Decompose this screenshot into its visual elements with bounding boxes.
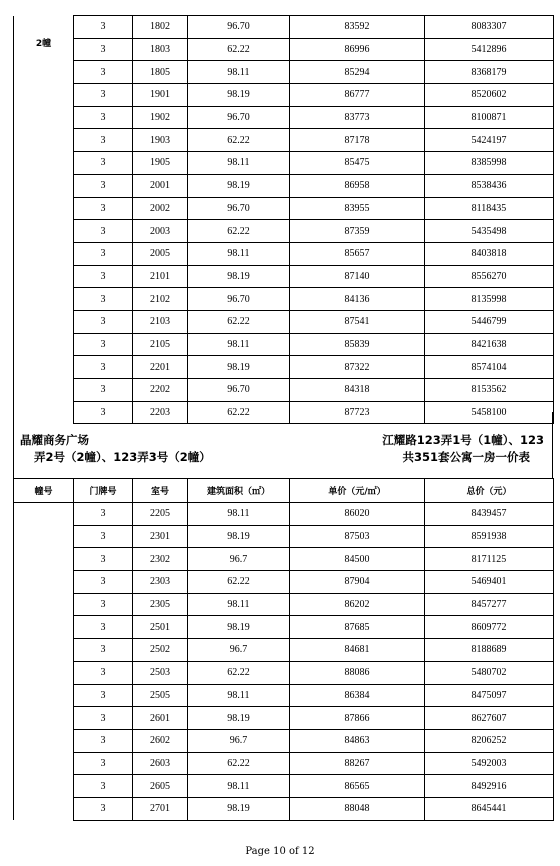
total-price-cell: 8574104 [425, 356, 554, 379]
door-number-cell: 3 [74, 401, 133, 424]
unit-price-cell: 86020 [290, 503, 425, 526]
room-number-cell: 2102 [133, 288, 188, 311]
table-row [14, 84, 554, 107]
unit-price-cell: 86384 [290, 684, 425, 707]
area-cell: 62.22 [188, 220, 290, 243]
total-price-cell: 8368179 [425, 61, 554, 84]
room-number-cell: 2005 [133, 242, 188, 265]
table-row [14, 752, 554, 775]
total-price-cell: 8385998 [425, 152, 554, 175]
table-row [14, 220, 554, 243]
room-number-cell: 2202 [133, 379, 188, 402]
table-row [14, 152, 554, 175]
area-cell: 98.11 [188, 684, 290, 707]
col-header-building: 幢号 [14, 479, 74, 503]
table-row [14, 174, 554, 197]
table-row [14, 265, 554, 288]
room-number-cell: 2301 [133, 525, 188, 548]
room-number-cell: 2003 [133, 220, 188, 243]
unit-price-cell: 86958 [290, 174, 425, 197]
room-number-cell: 1902 [133, 106, 188, 129]
table-row [14, 242, 554, 265]
total-price-cell: 5458100 [425, 401, 554, 424]
table-row [14, 288, 554, 311]
room-number-cell: 1903 [133, 129, 188, 152]
room-number-cell: 2605 [133, 775, 188, 798]
area-cell: 96.70 [188, 379, 290, 402]
table-title-block [13, 412, 553, 478]
col-header-door-no: 门牌号 [74, 479, 133, 503]
area-cell: 62.22 [188, 752, 290, 775]
table-header-row [14, 479, 554, 503]
door-number-cell: 3 [74, 661, 133, 684]
total-price-cell: 8556270 [425, 265, 554, 288]
area-cell: 96.70 [188, 197, 290, 220]
address-line-left: 弄2号（2幢）、123弄3号（2幢） [34, 450, 211, 464]
room-number-cell: 2501 [133, 616, 188, 639]
door-number-cell: 3 [74, 242, 133, 265]
room-number-cell: 2101 [133, 265, 188, 288]
unit-price-cell: 88048 [290, 797, 425, 820]
table-row [14, 639, 554, 662]
area-cell: 98.11 [188, 61, 290, 84]
room-number-cell: 2505 [133, 684, 188, 707]
table-row [14, 333, 554, 356]
area-cell: 98.19 [188, 356, 290, 379]
table-row [14, 707, 554, 730]
table-row [14, 571, 554, 594]
total-price-cell: 5469401 [425, 571, 554, 594]
unit-price-cell: 87685 [290, 616, 425, 639]
table-row [14, 503, 554, 526]
door-number-cell: 3 [74, 616, 133, 639]
room-number-cell: 2701 [133, 797, 188, 820]
unit-price-cell: 87904 [290, 571, 425, 594]
table-row [14, 356, 554, 379]
unit-price-cell: 85839 [290, 333, 425, 356]
total-price-cell: 8083307 [425, 16, 554, 39]
door-number-cell: 3 [74, 265, 133, 288]
unit-price-cell: 84318 [290, 379, 425, 402]
area-cell: 62.22 [188, 38, 290, 61]
unit-price-cell: 87723 [290, 401, 425, 424]
door-number-cell: 3 [74, 752, 133, 775]
total-price-cell: 8403818 [425, 242, 554, 265]
room-number-cell: 2203 [133, 401, 188, 424]
room-number-cell: 2305 [133, 593, 188, 616]
room-number-cell: 2105 [133, 333, 188, 356]
room-number-cell: 2103 [133, 310, 188, 333]
door-number-cell: 3 [74, 288, 133, 311]
unit-price-cell: 88086 [290, 661, 425, 684]
door-number-cell: 3 [74, 38, 133, 61]
total-price-cell: 8421638 [425, 333, 554, 356]
table-row [14, 616, 554, 639]
total-price-cell: 8118435 [425, 197, 554, 220]
table-row [14, 16, 554, 39]
total-price-cell: 8645441 [425, 797, 554, 820]
total-price-cell: 5446799 [425, 310, 554, 333]
area-cell: 62.22 [188, 661, 290, 684]
total-price-cell: 5412896 [425, 38, 554, 61]
project-name: 晶耀商务广场 [20, 433, 89, 447]
total-price-cell: 8538436 [425, 174, 554, 197]
table-row [14, 525, 554, 548]
table-row [14, 797, 554, 820]
room-number-cell: 2201 [133, 356, 188, 379]
room-number-cell: 2502 [133, 639, 188, 662]
unit-price-cell: 87359 [290, 220, 425, 243]
table-row [14, 729, 554, 752]
door-number-cell: 3 [74, 684, 133, 707]
total-price-cell: 8439457 [425, 503, 554, 526]
room-number-cell: 2302 [133, 548, 188, 571]
table-row [14, 129, 554, 152]
area-cell: 96.70 [188, 288, 290, 311]
room-number-cell: 1901 [133, 84, 188, 107]
door-number-cell: 3 [74, 525, 133, 548]
door-number-cell: 3 [74, 220, 133, 243]
room-number-cell: 1802 [133, 16, 188, 39]
total-price-cell: 8609772 [425, 616, 554, 639]
total-price-cell: 8206252 [425, 729, 554, 752]
door-number-cell: 3 [74, 593, 133, 616]
total-price-cell: 5435498 [425, 220, 554, 243]
total-price-cell: 5492003 [425, 752, 554, 775]
table-row [14, 38, 554, 61]
door-number-cell: 3 [74, 61, 133, 84]
door-number-cell: 3 [74, 707, 133, 730]
door-number-cell: 3 [74, 797, 133, 820]
unit-price-cell: 87503 [290, 525, 425, 548]
door-number-cell: 3 [74, 729, 133, 752]
room-number-cell: 2601 [133, 707, 188, 730]
area-cell: 98.11 [188, 152, 290, 175]
total-price-cell: 8475097 [425, 684, 554, 707]
area-cell: 98.19 [188, 525, 290, 548]
room-number-cell: 2001 [133, 174, 188, 197]
door-number-cell: 3 [74, 775, 133, 798]
building-cell [14, 503, 74, 821]
unit-price-cell: 87866 [290, 707, 425, 730]
page-footer: Page 10 of 12 [245, 846, 315, 857]
room-number-cell: 2503 [133, 661, 188, 684]
table-row [14, 310, 554, 333]
area-cell: 98.19 [188, 707, 290, 730]
total-price-cell: 5424197 [425, 129, 554, 152]
door-number-cell: 3 [74, 84, 133, 107]
unit-price-cell: 83592 [290, 16, 425, 39]
unit-price-cell: 83773 [290, 106, 425, 129]
price-table-top [13, 15, 554, 424]
total-price-cell: 8520602 [425, 84, 554, 107]
total-price-cell: 8627607 [425, 707, 554, 730]
total-price-cell: 8100871 [425, 106, 554, 129]
door-number-cell: 3 [74, 356, 133, 379]
door-number-cell: 3 [74, 571, 133, 594]
table-row [14, 593, 554, 616]
door-number-cell: 3 [74, 174, 133, 197]
area-cell: 96.7 [188, 639, 290, 662]
total-price-cell: 8153562 [425, 379, 554, 402]
area-cell: 96.70 [188, 16, 290, 39]
table-row [14, 548, 554, 571]
area-cell: 62.22 [188, 310, 290, 333]
area-cell: 98.11 [188, 333, 290, 356]
area-cell: 98.19 [188, 265, 290, 288]
area-cell: 96.70 [188, 106, 290, 129]
area-cell: 98.11 [188, 242, 290, 265]
address-line-right: 江耀路123弄1号（1幢）、123 [382, 433, 544, 447]
unit-price-cell: 86777 [290, 84, 425, 107]
total-price-cell: 8591938 [425, 525, 554, 548]
room-number-cell: 2603 [133, 752, 188, 775]
door-number-cell: 3 [74, 106, 133, 129]
area-cell: 98.11 [188, 775, 290, 798]
room-number-cell: 1805 [133, 61, 188, 84]
door-number-cell: 3 [74, 379, 133, 402]
table-row [14, 106, 554, 129]
col-header-total-price: 总价（元） [425, 479, 554, 503]
unit-price-cell: 87178 [290, 129, 425, 152]
price-table-bottom [13, 478, 554, 821]
unit-price-cell: 86565 [290, 775, 425, 798]
door-number-cell: 3 [74, 129, 133, 152]
unit-price-cell: 85294 [290, 61, 425, 84]
table-row [14, 661, 554, 684]
unit-price-cell: 84681 [290, 639, 425, 662]
room-number-cell: 2602 [133, 729, 188, 752]
room-number-cell: 2205 [133, 503, 188, 526]
area-cell: 96.7 [188, 729, 290, 752]
total-price-cell: 5480702 [425, 661, 554, 684]
door-number-cell: 3 [74, 639, 133, 662]
total-price-cell: 8135998 [425, 288, 554, 311]
unit-price-cell: 84136 [290, 288, 425, 311]
door-number-cell: 3 [74, 16, 133, 39]
table-row [14, 684, 554, 707]
area-cell: 98.19 [188, 797, 290, 820]
unit-price-cell: 85657 [290, 242, 425, 265]
area-cell: 62.22 [188, 571, 290, 594]
total-price-cell: 8188689 [425, 639, 554, 662]
area-cell: 96.7 [188, 548, 290, 571]
door-number-cell: 3 [74, 548, 133, 571]
building-cell: 2幢 [14, 16, 74, 424]
unit-price-cell: 85475 [290, 152, 425, 175]
room-number-cell: 1803 [133, 38, 188, 61]
unit-price-cell: 87541 [290, 310, 425, 333]
room-number-cell: 2002 [133, 197, 188, 220]
unit-price-cell: 86202 [290, 593, 425, 616]
room-number-cell: 2303 [133, 571, 188, 594]
unit-price-cell: 84863 [290, 729, 425, 752]
unit-price-cell: 84500 [290, 548, 425, 571]
table-row [14, 61, 554, 84]
col-header-unit-price: 单价（元/㎡） [290, 479, 425, 503]
unit-price-cell: 86996 [290, 38, 425, 61]
total-price-cell: 8171125 [425, 548, 554, 571]
unit-price-cell: 88267 [290, 752, 425, 775]
area-cell: 98.19 [188, 174, 290, 197]
door-number-cell: 3 [74, 503, 133, 526]
col-header-area: 建筑面积（㎡） [188, 479, 290, 503]
table-row [14, 379, 554, 402]
area-cell: 98.19 [188, 84, 290, 107]
table-row [14, 775, 554, 798]
unit-price-cell: 83955 [290, 197, 425, 220]
door-number-cell: 3 [74, 333, 133, 356]
total-price-cell: 8492916 [425, 775, 554, 798]
door-number-cell: 3 [74, 152, 133, 175]
total-price-cell: 8457277 [425, 593, 554, 616]
area-cell: 62.22 [188, 401, 290, 424]
unit-price-cell: 87322 [290, 356, 425, 379]
table-row [14, 197, 554, 220]
door-number-cell: 3 [74, 197, 133, 220]
area-cell: 98.11 [188, 593, 290, 616]
door-number-cell: 3 [74, 310, 133, 333]
area-cell: 62.22 [188, 129, 290, 152]
room-number-cell: 1905 [133, 152, 188, 175]
area-cell: 98.19 [188, 616, 290, 639]
table-subtitle: 共351套公寓一房一价表 [402, 450, 530, 464]
area-cell: 98.11 [188, 503, 290, 526]
col-header-room-no: 室号 [133, 479, 188, 503]
unit-price-cell: 87140 [290, 265, 425, 288]
